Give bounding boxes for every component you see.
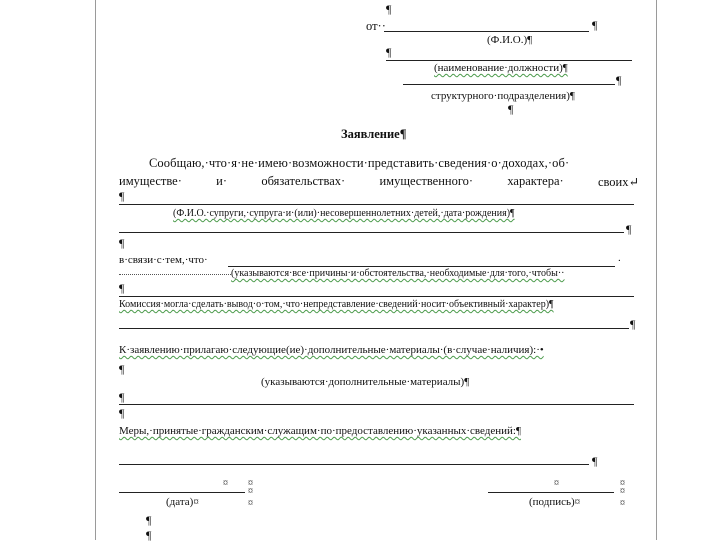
word: имуществе· xyxy=(119,174,182,188)
reasons-caption: (указываются·все·причины·и·обстоятельства,·необходимые·для·того,·чтобы·· xyxy=(231,268,565,279)
division-line xyxy=(403,84,615,85)
pilcrow-mark: ¶ xyxy=(386,45,392,59)
dotted-leader xyxy=(119,274,231,275)
word: характера· xyxy=(507,174,564,188)
pilcrow-mark: ¶ xyxy=(626,222,632,236)
document-page xyxy=(95,0,657,540)
cell-marker: ¤ xyxy=(620,478,625,489)
from-label: от·· xyxy=(366,19,386,33)
pilcrow-mark: ¶ xyxy=(616,73,622,87)
cell-marker: ¤ xyxy=(248,486,253,497)
end-dot: . xyxy=(618,252,621,264)
cell-marker: ¤ xyxy=(248,498,253,509)
measures-line xyxy=(119,464,589,465)
pilcrow-mark: ¶ xyxy=(592,454,598,468)
materials-caption: (указываются·дополнительные·материалы)¶ xyxy=(261,376,470,388)
blank-line-2 xyxy=(119,328,629,329)
signature-caption: (подпись)¤ xyxy=(529,496,581,508)
date-line xyxy=(119,492,245,493)
document-title: Заявление¶ xyxy=(341,127,407,141)
cell-marker: ¤ xyxy=(554,478,559,489)
word: имущественного· xyxy=(379,174,474,188)
cell-marker: ¤ xyxy=(620,486,625,497)
pilcrow-mark: ¶ xyxy=(386,2,392,16)
fio-caption: (Ф.И.О.)¶ xyxy=(487,34,533,46)
attach-text: К·заявлению·прилагаю·следующие(ие)·дополнительные·материалы·(в·случае·наличия):·• xyxy=(119,344,544,356)
pilcrow-mark: ¶ xyxy=(119,362,125,376)
fio-line xyxy=(384,31,589,32)
blank-line xyxy=(119,232,624,233)
position-caption: (наименование·должности)¶ xyxy=(434,62,568,74)
pilcrow-mark: ¶ xyxy=(146,513,152,527)
body-line-1: Сообщаю,·что·я·не·имею·возможности·представить·сведения·о·доходах,·об· xyxy=(149,156,570,170)
measures-text: Меры,·принятые·гражданским·служащим·по·предоставлению·указанных·сведений:¶ xyxy=(119,425,521,437)
reason-line xyxy=(228,266,615,267)
pilcrow-mark: ¶ xyxy=(508,102,514,116)
word: своих↵ xyxy=(597,175,639,189)
pilcrow-mark: ¶ xyxy=(119,406,125,420)
pilcrow-mark: ¶ xyxy=(146,528,152,542)
word: и· xyxy=(216,174,228,188)
spouse-line xyxy=(119,204,634,205)
division-caption: структурного·подразделения)¶ xyxy=(431,90,575,102)
commission-text: Комиссия·могла·сделать·вывод·о·том,·что·непредставление·сведений·носит·объективный·характер)¶ xyxy=(119,299,554,310)
pilcrow-mark: ¶ xyxy=(119,189,125,203)
pilcrow-mark: ¶ xyxy=(119,281,125,295)
spouse-caption: (Ф.И.О.·супруги,·супруга·и·(или)·несовершеннолетних·детей,·дата·рождения)¶ xyxy=(173,208,515,219)
date-caption: (дата)¤ xyxy=(166,496,199,508)
pilcrow-mark: ¶ xyxy=(119,236,125,250)
pilcrow-mark: ¶ xyxy=(592,18,598,32)
word: обязательствах· xyxy=(261,174,346,188)
signature-line xyxy=(488,492,614,493)
reason-line-2 xyxy=(119,296,634,297)
position-line xyxy=(386,60,632,61)
cell-marker: ¤ xyxy=(620,498,625,509)
pilcrow-mark: ¶ xyxy=(630,317,636,331)
materials-line xyxy=(119,404,634,405)
body-line-2 xyxy=(119,174,639,190)
cell-marker: ¤ xyxy=(223,478,228,489)
pilcrow-mark: ¶ xyxy=(119,390,125,404)
cell-marker: ¤ xyxy=(248,478,253,489)
in-connection-label: в·связи·с·тем,·что· xyxy=(119,254,208,266)
